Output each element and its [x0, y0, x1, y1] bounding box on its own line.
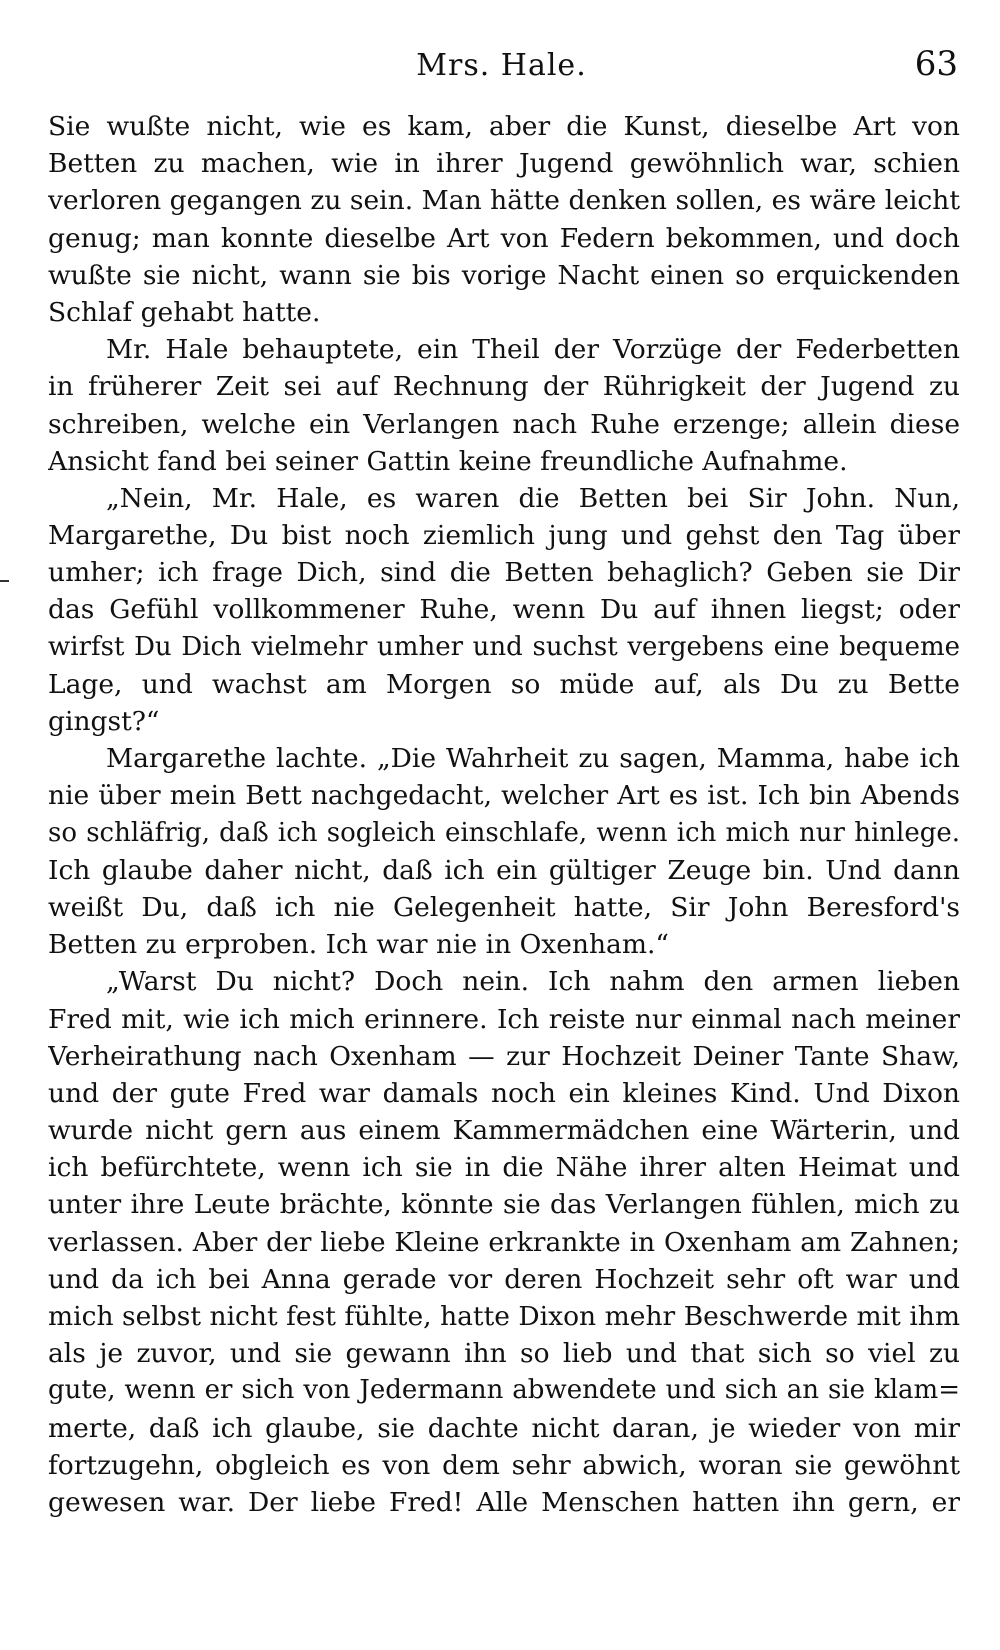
text-line: wirfst Du Dich vielmehr umher und suchst vergebens eine bequeme — [48, 631, 960, 662]
text-line: in früherer Zeit sei auf Rechnung der Rührigkeit der Jugend zu — [48, 371, 960, 403]
text-line: weißt Du, daß ich nie Gelegenheit hatte, Sir John Beresford's — [48, 891, 960, 923]
text-line: Ich glaube daher nicht, daß ich ein gültiger Zeuge bin. Und dann — [48, 854, 960, 886]
text-line: ich befürchtete, wenn ich sie in die Nähe ihrer alten Heimat und — [48, 1152, 960, 1184]
body-text — [48, 108, 960, 1521]
text-line: Sie wußte nicht, wie es kam, aber die Kunst, dieselbe Art von — [48, 111, 960, 142]
text-line: so schläfrig, daß ich sogleich einschlafe, wenn ich mich nur hinlege. — [48, 817, 960, 848]
text-line: umher; ich frage Dich, sind die Betten behaglich? Geben sie Dir — [48, 557, 960, 589]
text-line: als je zuvor, und sie gewann ihn so lieb und that sich so viel zu — [48, 1338, 960, 1370]
text-line: wurde nicht gern aus einem Kammermädchen eine Wärterin, und — [48, 1115, 960, 1147]
page-header — [45, 40, 958, 100]
text-line: gingst?“ — [48, 706, 160, 737]
text-line: nie über mein Bett nachgedacht, welcher Art es ist. Ich bin Abends — [48, 780, 960, 812]
text-line: wußte sie nicht, wann sie bis vorige Nacht einen so erquickenden — [48, 259, 960, 291]
text-line: Mr. Hale behauptete, ein Theil der Vorzüge der Federbetten — [106, 334, 960, 366]
text-line: unter ihre Leute brächte, könnte sie das Verlangen fühlen, mich zu — [48, 1189, 960, 1221]
text-line: Margarethe lachte. „Die Wahrheit zu sagen, Mamma, habe ich — [106, 743, 960, 775]
text-line: Fred mit, wie ich mich erinnere. Ich reiste nur einmal nach meiner — [48, 1003, 960, 1035]
text-line: mich selbst nicht fest fühlte, hatte Dixon mehr Beschwerde mit ihm — [48, 1301, 960, 1332]
text-line: gewesen war. Der liebe Fred! Alle Menschen hatten ihn gern, er — [48, 1486, 960, 1518]
text-line: „Warst Du nicht? Doch nein. Ich nahm den armen lieben — [106, 966, 960, 998]
text-line: Ansicht fand bei seiner Gattin keine freundliche Aufnahme. — [48, 445, 848, 477]
text-line: Schlaf gehabt hatte. — [48, 296, 321, 328]
text-line: Betten zu machen, wie in ihrer Jugend gewöhnlich war, schien — [48, 148, 960, 180]
text-line: verlassen. Aber der liebe Kleine erkrankte in Oxenham am Zahnen; — [48, 1226, 960, 1258]
text-line: und der gute Fred war damals noch ein kleines Kind. Und Dixon — [48, 1077, 960, 1109]
text-line: verloren gegangen zu sein. Man hätte denken sollen, es wäre leicht — [48, 185, 960, 217]
text-line: schreiben, welche ein Verlangen nach Ruhe erzenge; allein diese — [48, 408, 960, 440]
text-line: fortzugehn, obgleich es von dem sehr abwich, woran sie gewöhnt — [48, 1449, 960, 1481]
text-line: Lage, und wachst am Morgen so müde auf, als Du zu Bette — [48, 668, 960, 700]
text-line: Verheirathung nach Oxenham — zur Hochzeit Deiner Tante Shaw, — [48, 1040, 960, 1072]
text-line: das Gefühl vollkommener Ruhe, wenn Du auf ihnen liegst; oder — [48, 594, 960, 626]
text-line: und da ich bei Anna gerade vor deren Hochzeit sehr oft war und — [48, 1263, 960, 1295]
text-line: gute, wenn er sich von Jedermann abwendete und sich an sie klam= — [48, 1375, 960, 1406]
text-line: merte, daß ich glaube, sie dachte nicht daran, je wieder von mir — [48, 1412, 960, 1444]
running-title: Mrs. Hale. — [416, 48, 587, 83]
text-line: „Nein, Mr. Hale, es waren die Betten bei Sir John. Nun, — [106, 482, 960, 514]
text-line: genug; man konnte dieselbe Art von Federn bekommen, und doch — [48, 222, 960, 254]
margin-mark — [0, 580, 9, 582]
page-number: 63 — [914, 44, 958, 84]
text-line: Margarethe, Du bist noch ziemlich jung und gehst den Tag über — [48, 520, 960, 552]
text-line: Betten zu erproben. Ich war nie in Oxenham.“ — [48, 929, 669, 961]
